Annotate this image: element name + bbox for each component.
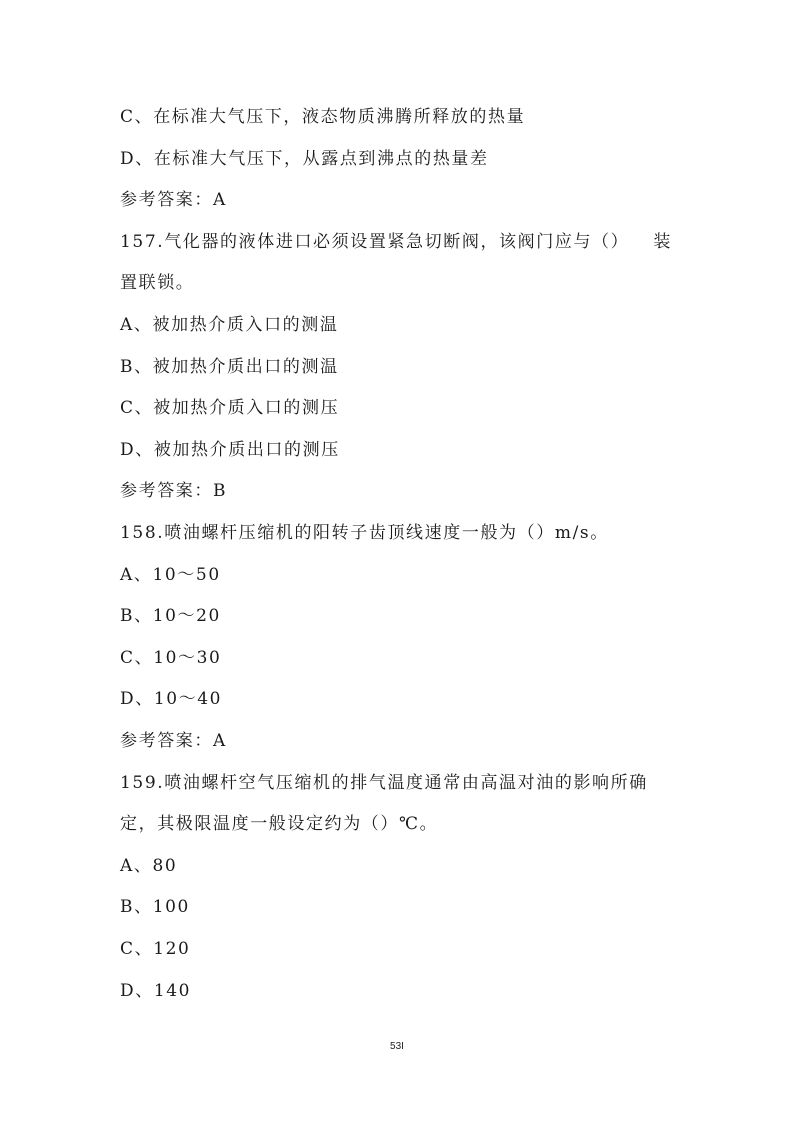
page-number: 53I [390,1041,404,1052]
q159-option-a: A、80 [120,856,178,876]
q159-option-d: D、140 [120,981,192,1001]
q157-option-a: A、被加热介质入口的测温 [120,315,339,335]
q157-answer: 参考答案：B [120,481,228,501]
q157-option-c: C、被加热介质入口的测压 [120,398,340,418]
question-159-line2: 定，其极限温度一般设定约为（）℃。 [120,814,439,834]
q158-answer: 参考答案：A [120,731,227,751]
option-c-prev: C、在标准大气压下，液态物质沸腾所释放的热量 [120,107,526,127]
question-157-line2: 置联锁。 [120,273,195,293]
q158-option-c: C、10～30 [120,648,222,668]
q157-option-b: B、被加热介质出口的测温 [120,357,339,377]
option-d-prev: D、在标准大气压下，从露点到沸点的热量差 [120,149,489,169]
question-159-line1: 159.喷油螺杆空气压缩机的排气温度通常由高温对油的影响所确 [120,773,648,793]
q158-option-d: D、10～40 [120,689,223,709]
q157-option-d: D、被加热介质出口的测压 [120,440,340,460]
q158-option-a: A、10～50 [120,565,221,585]
q158-option-b: B、10～20 [120,606,221,626]
q159-option-c: C、120 [120,939,191,959]
question-157-tail: 装 [653,232,672,252]
question-157-text: 157.气化器的液体进口必须设置紧急切断阀，该阀门应与（） [120,232,630,252]
question-158: 158.喷油螺杆压缩机的阳转子齿顶线速度一般为（）m/s。 [120,523,609,543]
question-157-line1 [120,231,672,253]
q159-option-b: B、100 [120,897,190,917]
answer-prev: 参考答案：A [120,190,227,210]
